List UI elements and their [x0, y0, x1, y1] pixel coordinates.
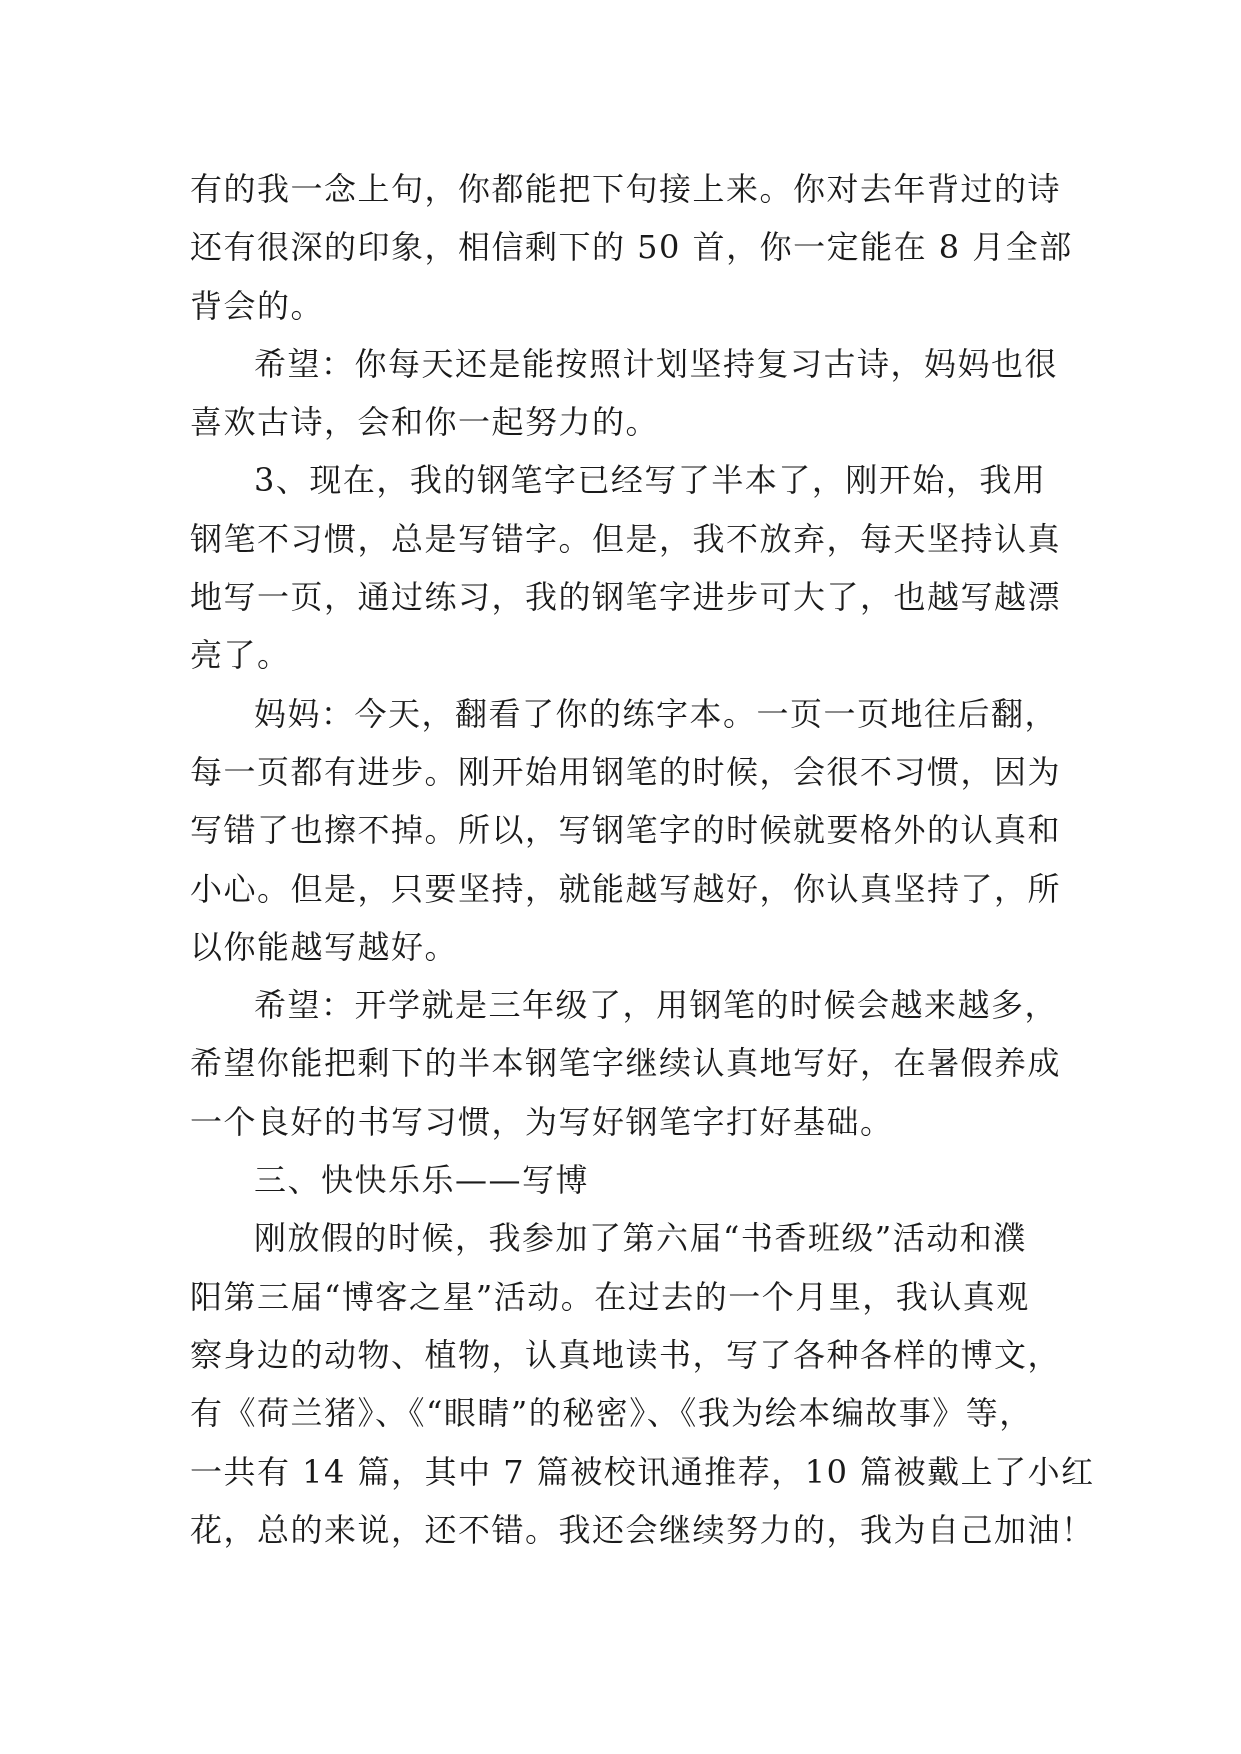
paragraph-start-line: 3、现在，我的钢笔字已经写了半本了，刚开始，我用: [254, 461, 1047, 500]
text-line: 有《荷兰猪》、《“眼睛”的秘密》、《我为绘本编故事》等，: [190, 1394, 1033, 1433]
text-line: 阳第三届“博客之星”活动。在过去的一个月里，我认真观: [190, 1277, 1030, 1316]
text-line: 背会的。: [190, 286, 325, 325]
text-line: 还有很深的印象，相信剩下的 50 首，你一定能在 8 月全部: [190, 228, 1073, 267]
paragraph-start-line: 刚放假的时候，我参加了第六届“书香班级”活动和濮: [254, 1219, 1027, 1258]
text-line: 写错了也擦不掉。所以，写钢笔字的时候就要格外的认真和: [190, 811, 1062, 850]
text-line: 有的我一念上句，你都能把下句接上来。你对去年背过的诗: [190, 170, 1062, 208]
text-line: 小心。但是，只要坚持，就能越写越好，你认真坚持了，所: [190, 869, 1062, 908]
paragraph-start-line: 希望：你每天还是能按照计划坚持复习古诗，妈妈也很: [254, 344, 1059, 383]
text-line: 花，总的来说，还不错。我还会继续努力的，我为自己加油！: [190, 1510, 1095, 1549]
text-line: 一个良好的书写习惯，为写好钢笔字打好基础。: [190, 1102, 894, 1141]
text-line: 每一页都有进步。刚开始用钢笔的时候，会很不习惯，因为: [190, 752, 1062, 791]
paragraph-start-line: 希望：开学就是三年级了，用钢笔的时候会越来越多，: [254, 986, 1059, 1025]
text-line: 察身边的动物、植物，认真地读书，写了各种各样的博文，: [190, 1335, 1062, 1374]
document-body: [190, 160, 1095, 1559]
text-line: 一共有 14 篇，其中 7 篇被校讯通推荐，10 篇被戴上了小红: [190, 1452, 1095, 1491]
text-line: 地写一页，通过练习，我的钢笔字进步可大了，也越写越漂: [190, 578, 1062, 617]
text-line: 以你能越写越好。: [190, 927, 459, 966]
text-line: 亮了。: [190, 636, 291, 675]
text-line: 钢笔不习惯，总是写错字。但是，我不放弃，每天坚持认真: [190, 519, 1062, 558]
section-heading: 三、快快乐乐——写博: [254, 1161, 590, 1200]
paragraph-start-line: 妈妈：今天，翻看了你的练字本。一页一页地往后翻，: [254, 694, 1059, 733]
text-line: 希望你能把剩下的半本钢笔字继续认真地写好，在暑假养成: [190, 1044, 1062, 1083]
text-line: 喜欢古诗，会和你一起努力的。: [190, 403, 660, 442]
